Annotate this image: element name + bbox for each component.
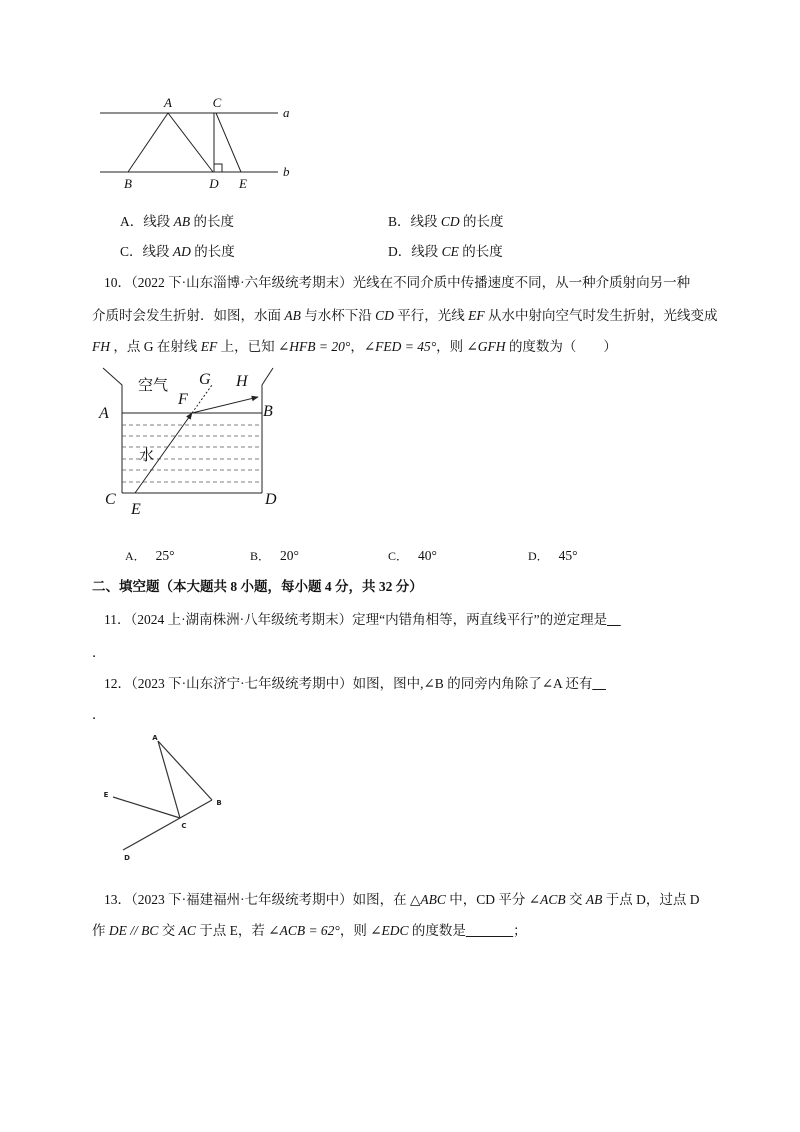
light-refraction-figure <box>95 360 285 520</box>
math-expression: ∠EDC <box>370 923 409 938</box>
section-heading-fill-in: 二、填空题（本大题共 8 小题，每小题 4 分，共 32 分） <box>92 579 423 594</box>
point-label-d: D <box>209 176 219 191</box>
point-label-d: D <box>265 491 277 508</box>
option-letter: C． <box>388 549 409 563</box>
q9-option-a <box>120 212 234 232</box>
q10-option-b <box>250 546 299 566</box>
segment-db <box>123 800 212 850</box>
math-expression: AB <box>173 214 191 229</box>
text-run: ， <box>350 339 364 354</box>
text-run: 的长度 <box>190 214 234 229</box>
text-run: 如图，图中,∠B 的同旁内角除了∠A 还有 <box>352 676 593 691</box>
text-run: （2024 上·湖南株洲·八年级统考期末） <box>130 612 353 627</box>
option-letter: B． <box>250 549 271 563</box>
text-run: 定理“内错角相等，两直线平行”的逆定理是 <box>352 612 608 627</box>
text-run: 12． <box>104 676 131 691</box>
text-run: 交 <box>158 923 179 938</box>
point-label-b: B <box>216 799 222 807</box>
water-label: 水 <box>139 446 155 464</box>
point-label-c: C <box>181 822 187 830</box>
text-run: 如图，在 <box>352 892 410 907</box>
answer-blank: __ <box>592 676 606 691</box>
math-expression: EF <box>200 339 218 354</box>
text-run: 13． <box>104 892 131 907</box>
text-run: A．线段 <box>120 214 174 229</box>
option-letter: D． <box>528 549 549 563</box>
text-run: 的长度 <box>190 244 235 259</box>
text-run: ，则 <box>339 923 371 938</box>
point-label-d: D <box>124 854 130 862</box>
text-run: ，点 G 在射线 <box>110 339 201 354</box>
math-expression: ∠FED = 45° <box>363 339 437 354</box>
math-expression: AC <box>178 923 196 938</box>
q9-option-d <box>388 242 503 262</box>
math-expression: ∠HFB = 20° <box>278 339 351 354</box>
point-label-b: B <box>124 176 132 191</box>
q13-line-1 <box>104 890 699 910</box>
q10-option-a <box>125 546 175 566</box>
q12-line-end: ． <box>92 707 106 722</box>
text-run: 作 <box>92 923 109 938</box>
q12-line-1 <box>104 674 606 694</box>
text-run: C．线段 <box>120 244 173 259</box>
text-run: B．线段 <box>388 214 441 229</box>
point-label-a: A <box>99 405 109 422</box>
text-run: 上，已知 <box>217 339 278 354</box>
air-label: 空气 <box>138 376 169 394</box>
point-label-e: E <box>103 791 109 799</box>
right-angle-mark <box>214 164 222 172</box>
text-run: ； <box>513 923 527 938</box>
text-run: 从水中射向空气时发生折射，光线变成 <box>484 308 718 323</box>
q10-line-1 <box>104 273 690 293</box>
q10-option-d <box>528 546 578 566</box>
point-label-e: E <box>131 501 141 518</box>
text-run: 中，CD 平分 <box>445 892 529 907</box>
q11-line-1 <box>104 610 621 630</box>
text-run: （2022 下·山东淄博·六年级统考期末） <box>131 275 353 290</box>
text-run: ，则 <box>436 339 467 354</box>
text-run: 光线在不同介质中传播速度不同，从一种介质射向另一种 <box>352 275 691 290</box>
math-expression: CE <box>441 244 459 259</box>
point-label-c: C <box>105 491 116 508</box>
q11-line-end: ． <box>92 645 106 660</box>
option-value: 20° <box>280 548 299 563</box>
text-run: 于点 D，过点 D <box>602 892 700 907</box>
math-expression: AB <box>585 892 603 907</box>
math-expression: CD <box>440 214 460 229</box>
segment-ce <box>216 113 241 172</box>
math-expression: AD <box>172 244 191 259</box>
math-expression: AB <box>284 308 301 323</box>
math-expression: △ABC <box>410 892 446 907</box>
point-label-b: B <box>263 403 273 420</box>
text-run: 的长度 <box>458 244 503 259</box>
point-label-e: E <box>239 176 247 191</box>
text-run: D．线段 <box>388 244 442 259</box>
parallel-lines-figure <box>95 95 305 195</box>
text-run: 于点 E，若 <box>195 923 269 938</box>
text-run: 与水杯下沿 <box>300 308 376 323</box>
math-expression: CD <box>375 308 394 323</box>
text-run: 10． <box>104 275 131 290</box>
angle-lines-figure <box>100 730 230 865</box>
text-run: 的度数是 <box>408 923 466 938</box>
point-label-h: H <box>236 373 248 390</box>
math-expression: FH <box>92 339 110 354</box>
text-run: 的度数为（ ） <box>505 339 617 354</box>
point-label-a: A <box>152 734 158 742</box>
q10-option-c <box>388 546 437 566</box>
text-run: （2023 下·山东济宁·七年级统考期中） <box>131 676 353 691</box>
line-label-b: b <box>283 164 290 179</box>
segment-ab <box>128 113 168 172</box>
cup-left-wall <box>103 368 122 493</box>
text-run: 的长度 <box>459 214 504 229</box>
q9-option-c <box>120 242 235 262</box>
text-run: （2023 下·福建福州·七年级统考期中） <box>131 892 353 907</box>
option-value: 40° <box>418 548 437 563</box>
math-expression: ∠GFH <box>466 339 506 354</box>
q10-line-3 <box>92 337 617 357</box>
segment-ad <box>168 113 213 172</box>
point-label-a-upper: A <box>164 95 172 110</box>
option-value: 25° <box>155 548 175 563</box>
math-expression: ∠ACB <box>528 892 566 907</box>
option-letter: A． <box>125 549 146 563</box>
text-run: 介质时会发生折射．如图，水面 <box>92 308 285 323</box>
point-label-c: C <box>212 95 222 110</box>
cup-right-wall <box>262 368 273 493</box>
point-label-g: G <box>199 371 211 388</box>
option-value: 45° <box>558 548 578 563</box>
math-expression: DE // BC <box>108 923 159 938</box>
q10-line-2 <box>92 306 718 326</box>
text-run: 11． <box>104 612 131 627</box>
line-label-a: a <box>283 105 290 120</box>
answer-blank: __ <box>607 612 621 627</box>
segment-ec <box>113 797 180 818</box>
q13-line-2 <box>92 921 527 941</box>
answer-blank: _______ <box>465 923 514 938</box>
q9-option-b <box>388 212 504 232</box>
point-label-f: F <box>178 391 188 408</box>
math-expression: EF <box>468 308 485 323</box>
math-expression: ∠ACB = 62° <box>268 923 340 938</box>
text-run: 交 <box>565 892 586 907</box>
text-run: 平行，光线 <box>393 308 469 323</box>
